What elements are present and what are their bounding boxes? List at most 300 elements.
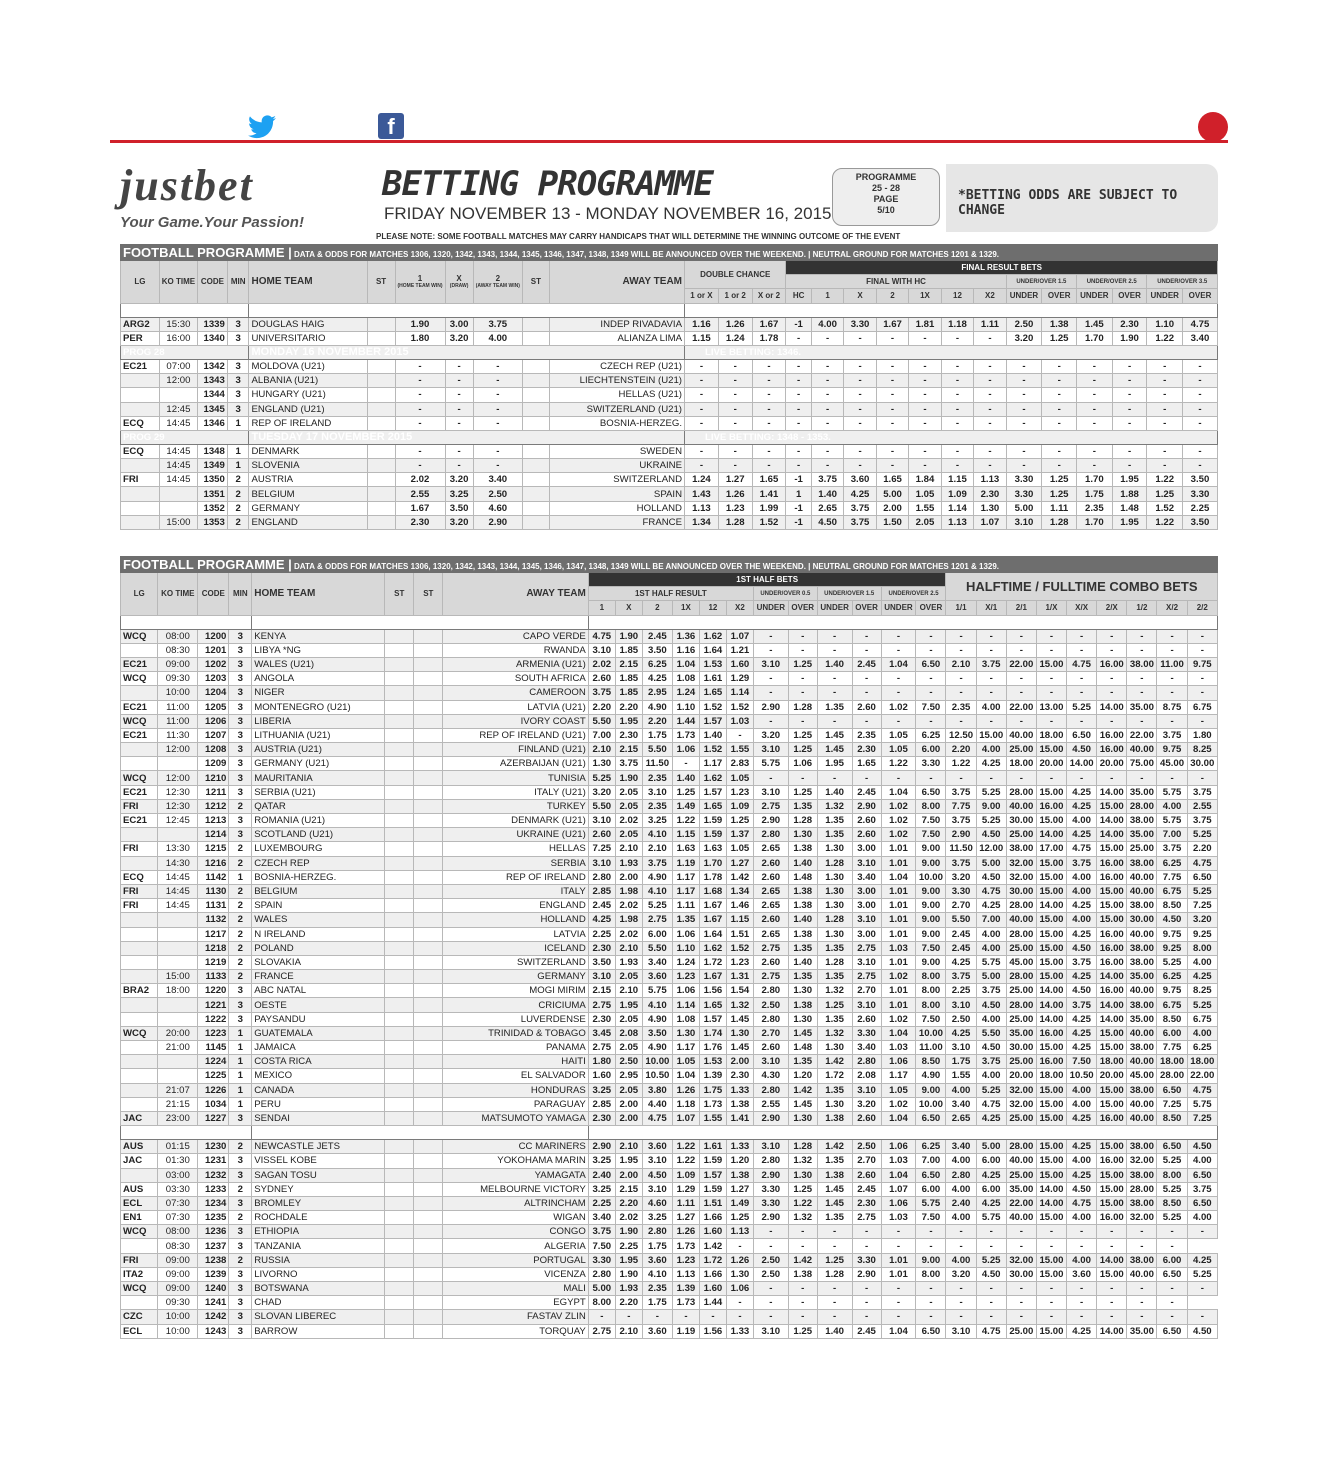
ko-time-cell [159,388,197,402]
odds-cell: 4.00 [1067,1154,1097,1168]
odds-cell: 6.50 [1157,1324,1187,1338]
odds-cell: 1.34 [685,515,719,529]
st-cell [414,1140,443,1154]
odds-cell: 2.75 [852,970,881,984]
odds-cell: 3.40 [946,1097,976,1111]
odds-cell: 7.75 [1157,1041,1187,1055]
odds-cell: 4.25 [1067,828,1097,842]
odds-cell: 1.05 [881,743,916,757]
odds-cell: 3.10 [946,1041,976,1055]
odds-cell: 14.00 [1036,984,1066,998]
odds-cell: 1.64 [699,927,726,941]
odds-cell: 1.62 [699,771,726,785]
odds-cell: - [1006,672,1036,686]
away-team-cell: CRICIUMA [443,998,588,1012]
odds-cell: 1.42 [788,1253,817,1267]
odds-cell: 2.20 [588,700,615,714]
odds-cell: 4.00 [976,1012,1006,1026]
home-team-cell: SERBIA (U21) [252,785,385,799]
odds-cell: - [946,1282,976,1296]
st-cell [385,1154,414,1168]
home-team-cell: ABC NATAL [252,984,385,998]
odds-cell: - [946,672,976,686]
ko-time-cell: 12:45 [159,402,197,416]
odds-cell: 2.05 [615,970,642,984]
odds-cell: 1.73 [699,1097,726,1111]
odds-cell: - [718,444,752,458]
odds-cell: - [786,444,811,458]
min-cell: 2 [229,970,252,984]
away-team-cell: MELBOURNE VICTORY [443,1182,588,1196]
odds-cell: 4.75 [976,1097,1006,1111]
st-cell [367,416,395,430]
odds-cell: 1.22 [1147,331,1183,345]
section-header [121,1126,1218,1140]
odds-cell: 10.00 [916,1097,946,1111]
st-cell [385,657,414,671]
code-cell: 1243 [198,1324,229,1338]
odds-cell: 1.17 [881,1069,916,1083]
odds-cell: 14.00 [1036,1012,1066,1026]
ko-time-cell: 09:00 [158,1282,198,1296]
odds-cell: - [1006,629,1036,643]
odds-cell: - [976,672,1006,686]
odds-cell: - [1157,686,1187,700]
odds-cell: - [974,331,1006,345]
odds-cell: 14.00 [1067,757,1097,771]
home-team-cell: AUSTRIA (U21) [252,743,385,757]
odds-cell: 3.20 [852,1097,881,1111]
col-away: AWAY TEAM [549,261,684,304]
odds-cell: 38.00 [1127,657,1157,671]
odds-cell: - [752,359,786,373]
odds-cell: 1.45 [817,1196,852,1210]
odds-cell: - [1127,1225,1157,1239]
odds-cell: 4.25 [976,899,1006,913]
odds-cell: 1.90 [615,1267,642,1281]
odds-cell: 2.20 [1187,842,1217,856]
section-live: LIVE BETTING: 1346. [685,345,1218,359]
odds-cell: - [811,402,843,416]
first-half-table [120,556,1218,1339]
odds-cell: 16.00 [1097,984,1127,998]
odds-cell: 2.02 [395,473,445,487]
odds-cell: 1.11 [974,317,1006,331]
league-cell: WCQ [121,629,158,643]
odds-cell: 14.00 [1097,1012,1127,1026]
page-number: 5/10 [877,205,895,215]
odds-cell: 15.00 [1097,1041,1127,1055]
odds-cell: - [1077,359,1113,373]
odds-cell: 1.26 [718,487,752,501]
odds-cell: - [788,1282,817,1296]
odds-cell: 2.10 [642,842,672,856]
odds-cell: 2.45 [946,941,976,955]
odds-cell: 1.24 [672,955,699,969]
odds-cell: 1.02 [881,700,916,714]
st-cell [385,1041,414,1055]
min-cell: 3 [229,828,252,842]
st-cell [522,473,549,487]
odds-cell: 1.13 [685,501,719,515]
odds-cell: 1.56 [699,984,726,998]
odds-cell: 1.01 [881,884,916,898]
away-team-cell: YOKOHAMA MARIN [443,1154,588,1168]
table-row [121,1196,1218,1210]
away-team-cell: LUVERDENSE [443,1012,588,1026]
odds-cell: - [718,459,752,473]
odds-cell: 2.75 [588,1041,615,1055]
odds-cell: - [976,1225,1006,1239]
league-cell: FRI [121,473,160,487]
odds-cell: 1.93 [615,955,642,969]
min-cell: 2 [227,473,249,487]
odds-cell: 1.03 [881,1154,916,1168]
odds-cell: 1.01 [881,1267,916,1281]
odds-cell: 1.42 [699,1239,726,1253]
odds-cell: 4.00 [946,1253,976,1267]
code-cell: 1203 [198,672,229,686]
odds-cell: 16.00 [1036,1026,1066,1040]
away-team-cell: FINLAND (U21) [443,743,588,757]
odds-cell: - [881,714,916,728]
odds-cell: - [395,444,445,458]
odds-cell: 2.05 [615,799,642,813]
odds-cell: 5.00 [976,856,1006,870]
code-cell: 1350 [198,473,228,487]
odds-cell: 1.05 [726,842,753,856]
table-row [121,473,1218,487]
odds-cell: 3.25 [445,487,473,501]
odds-cell: - [473,416,522,430]
odds-cell: - [753,686,788,700]
odds-cell: 38.00 [1127,1041,1157,1055]
league-cell [121,388,160,402]
odds-cell: 1.22 [672,814,699,828]
odds-cell: 2.83 [726,757,753,771]
odds-cell: 1.35 [788,799,817,813]
odds-cell: 3.20 [588,785,615,799]
odds-cell: 1.25 [788,743,817,757]
odds-cell: 3.75 [642,856,672,870]
min-cell: 2 [229,899,252,913]
odds-cell: 1.38 [788,1267,817,1281]
st-cell [522,487,549,501]
odds-cell: 1.56 [699,1324,726,1338]
odds-cell: 1.40 [788,913,817,927]
odds-cell: 2.90 [753,1111,788,1125]
table-row [121,1097,1218,1111]
odds-cell: 2.30 [395,515,445,529]
odds-cell: 1.84 [909,473,941,487]
odds-cell: - [976,629,1006,643]
odds-cell: - [1006,1225,1036,1239]
home-team-cell: QATAR [252,799,385,813]
odds-cell: 40.00 [1006,728,1036,742]
odds-cell: 1.40 [817,785,852,799]
league-cell [121,1168,158,1182]
odds-cell: 1 [786,487,811,501]
odds-cell: - [1036,1239,1066,1253]
st-cell [385,1267,414,1281]
odds-cell: 2.70 [946,899,976,913]
odds-cell: - [974,459,1006,473]
odds-cell: - [1127,643,1157,657]
code-cell: 1232 [198,1168,229,1182]
odds-cell: 3.50 [588,955,615,969]
sub-header: OVER [1112,289,1147,303]
home-team-cell: LUXEMBOURG [252,842,385,856]
facebook-icon[interactable]: f [378,113,404,139]
odds-cell: 2.05 [909,515,941,529]
table-row [121,884,1218,898]
odds-cell: 1.33 [726,1324,753,1338]
odds-cell: - [1112,402,1147,416]
odds-cell: -1 [786,317,811,331]
ko-time-cell: 14:45 [158,870,198,884]
odds-cell: 45.00 [1157,757,1187,771]
min-cell: 1 [229,1041,252,1055]
odds-cell: - [976,714,1006,728]
odds-cell: 1.04 [881,870,916,884]
odds-cell: 1.33 [726,1083,753,1097]
st-cell [367,501,395,515]
odds-cell: 1.04 [881,657,916,671]
odds-cell: - [445,416,473,430]
st-cell [522,416,549,430]
home-team-cell: NEWCASTLE JETS [252,1140,385,1154]
odds-cell: 6.75 [1157,998,1187,1012]
odds-cell: 1.80 [1187,728,1217,742]
code-cell: 1201 [198,643,229,657]
odds-cell: 6.00 [976,1182,1006,1196]
section-header [121,430,1218,444]
st-cell [385,743,414,757]
odds-cell: 2.80 [753,1083,788,1097]
odds-cell: 1.04 [672,657,699,671]
odds-cell: 9.25 [1157,941,1187,955]
odds-cell: 1.05 [881,1083,916,1097]
code-cell: 1222 [198,1012,229,1026]
odds-cell: 2.80 [946,1168,976,1182]
away-team-cell: SWITZERLAND (U21) [549,402,684,416]
sub-header: X2 [726,601,753,615]
odds-cell: 4.90 [642,870,672,884]
st-cell [414,941,443,955]
odds-cell: 3.75 [1157,728,1187,742]
odds-cell: 3.75 [976,657,1006,671]
odds-cell: 38.00 [1006,842,1036,856]
odds-cell: 15.00 [1036,884,1066,898]
odds-cell: 1.10 [672,941,699,955]
odds-cell: 1.05 [672,1055,699,1069]
odds-cell: 1.41 [752,487,786,501]
odds-cell: 28.00 [1006,785,1036,799]
odds-cell: 1.35 [817,1012,852,1026]
ko-time-cell: 21:00 [158,1041,198,1055]
odds-cell: 32.00 [1006,1083,1036,1097]
table-row [121,743,1218,757]
odds-cell: - [916,629,946,643]
odds-cell: - [753,714,788,728]
odds-cell: 2.50 [753,1267,788,1281]
odds-cell: 2.75 [753,970,788,984]
st-cell [385,1012,414,1026]
odds-cell: 1.61 [699,672,726,686]
odds-cell: 7.50 [916,700,946,714]
odds-cell: 4.10 [642,828,672,842]
odds-cell: 1.28 [718,515,752,529]
home-team-cell: WALES (U21) [252,657,385,671]
st-cell [414,1225,443,1239]
table-row [121,515,1218,529]
table-row [121,388,1218,402]
home-team-cell: SCOTLAND (U21) [252,828,385,842]
away-team-cell: RWANDA [443,643,588,657]
odds-cell: 6.00 [976,1154,1006,1168]
home-team-cell: DENMARK [249,444,367,458]
min-cell: 1 [227,459,249,473]
odds-cell: 5.50 [642,941,672,955]
top-rule [110,140,1228,143]
odds-cell: 8.25 [1187,984,1217,998]
odds-cell: 1.32 [788,1154,817,1168]
odds-cell: - [445,444,473,458]
odds-cell: 4.90 [916,1069,946,1083]
twitter-icon[interactable] [248,114,276,140]
st-cell [385,1239,414,1253]
odds-cell: - [395,402,445,416]
odds-cell: 9.75 [1157,743,1187,757]
odds-cell: 2.50 [1006,317,1042,331]
table-row [121,1168,1218,1182]
ko-time-cell [158,913,198,927]
odds-cell: 8.00 [916,984,946,998]
odds-cell: 1.67 [699,899,726,913]
away-team-cell: HOLLAND [443,913,588,927]
odds-cell: 4.00 [946,1211,976,1225]
red-dot-icon [1198,112,1228,142]
odds-cell: 1.75 [642,1296,672,1310]
odds-cell: 22.00 [1187,1069,1217,1083]
odds-cell: 6.25 [916,728,946,742]
odds-cell: 1.33 [726,1140,753,1154]
away-team-cell: TUNISIA [443,771,588,785]
table-row [121,501,1218,515]
odds-cell: 2.20 [642,714,672,728]
odds-cell: 2.90 [473,515,522,529]
odds-cell: - [1183,374,1218,388]
away-team-cell: SERBIA [443,856,588,870]
odds-cell: 1.95 [1112,515,1147,529]
odds-cell: 9.00 [916,899,946,913]
min-cell: 3 [227,374,249,388]
home-team-cell: BELGIUM [252,884,385,898]
away-team-cell: HAITI [443,1055,588,1069]
odds-cell: 15.00 [1036,1097,1066,1111]
odds-cell: 1.30 [817,927,852,941]
odds-cell: 4.90 [642,1012,672,1026]
odds-cell: 1.22 [788,1196,817,1210]
ko-time-cell: 12:00 [158,743,198,757]
odds-cell: 1.28 [817,955,852,969]
st-cell [522,459,549,473]
odds-cell: 1.25 [788,785,817,799]
odds-cell: 30.00 [1006,814,1036,828]
odds-cell: 17.00 [1036,842,1066,856]
odds-cell: 4.00 [1067,1097,1097,1111]
odds-cell: 1.48 [788,870,817,884]
odds-cell: 1.15 [672,828,699,842]
away-team-cell: UKRAINE (U21) [443,828,588,842]
st-cell [522,444,549,458]
st-cell [414,700,443,714]
table-row [121,1324,1218,1338]
odds-cell: - [876,359,908,373]
sub-header: 2/1 [1006,601,1036,615]
col-uo35: UNDER/OVER 3.5 [1147,275,1218,289]
odds-cell: 32.00 [1127,1154,1157,1168]
st-cell [385,884,414,898]
st-cell [367,444,395,458]
odds-cell: 1.26 [672,1083,699,1097]
ko-time-cell: 08:00 [158,629,198,643]
odds-cell: 1.17 [672,870,699,884]
code-cell: 1219 [198,955,229,969]
home-team-cell: CANADA [252,1083,385,1097]
st-cell [385,842,414,856]
odds-cell: 5.25 [588,771,615,785]
odds-cell: 1.01 [881,913,916,927]
odds-cell: 15.00 [1036,1267,1066,1281]
sub-header: UNDER [1147,289,1183,303]
odds-cell: - [1127,686,1157,700]
odds-cell: 3.20 [445,331,473,345]
odds-cell: 1.22 [1147,515,1183,529]
odds-cell: - [1067,643,1097,657]
odds-cell: - [852,686,881,700]
odds-cell: - [726,1239,753,1253]
odds-cell: 2.90 [753,814,788,828]
min-cell: 3 [229,657,252,671]
odds-cell: 3.10 [753,743,788,757]
odds-cell: - [1097,1239,1127,1253]
min-cell: 2 [229,941,252,955]
odds-cell: 2.60 [753,870,788,884]
ko-time-cell [158,941,198,955]
odds-cell: 3.10 [753,1140,788,1154]
league-cell: FRI [121,799,158,813]
odds-cell: 2.45 [852,657,881,671]
odds-cell: 2.20 [946,743,976,757]
odds-cell: 2.50 [946,1012,976,1026]
odds-cell: 7.50 [1067,1055,1097,1069]
league-cell [121,402,160,416]
odds-cell: 1.38 [1042,317,1077,331]
odds-cell: 1.74 [699,1026,726,1040]
odds-cell: - [1157,1282,1187,1296]
home-team-cell: VISSEL KOBE [252,1154,385,1168]
table-row [121,785,1218,799]
odds-cell: 15.00 [1036,814,1066,828]
odds-cell: - [1036,714,1066,728]
code-cell: 1343 [198,374,228,388]
ko-time-cell: 09:00 [158,657,198,671]
st-cell [385,1083,414,1097]
odds-cell: 2.05 [615,785,642,799]
odds-cell: - [1157,1310,1187,1324]
min-cell: 3 [229,1111,252,1125]
